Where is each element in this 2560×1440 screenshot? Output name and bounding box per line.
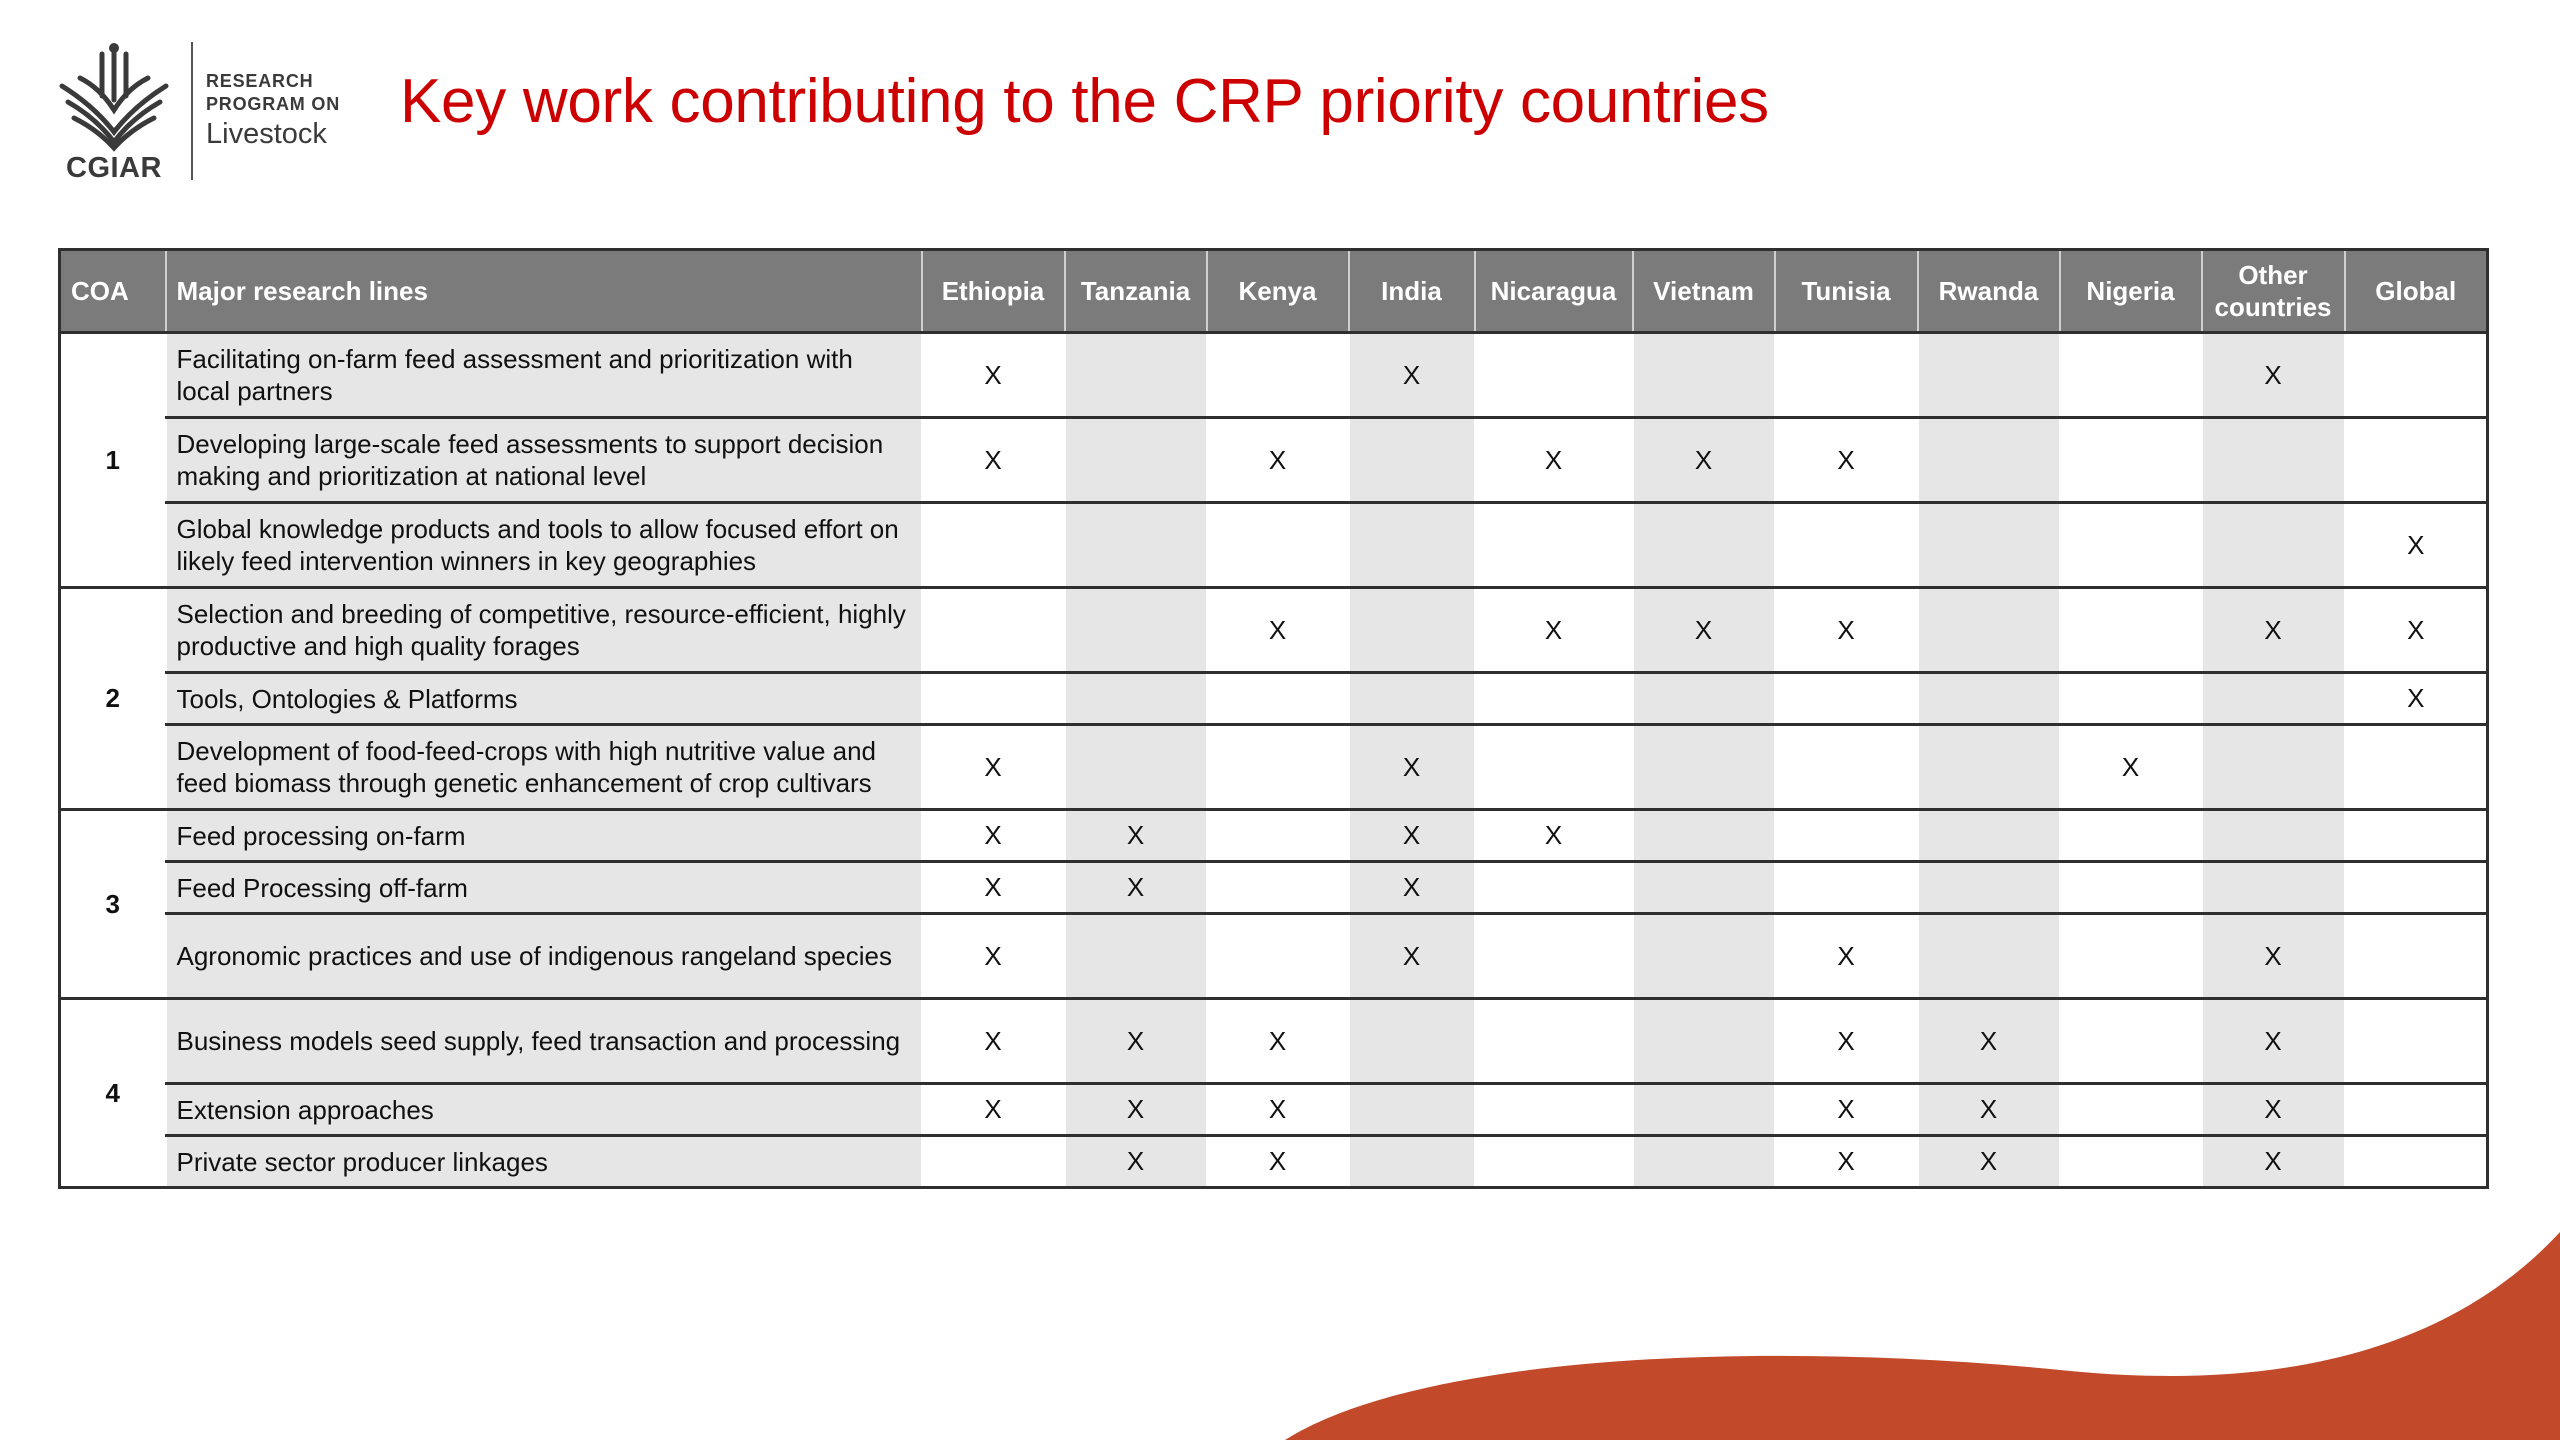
header-cell-india: India xyxy=(1349,250,1475,333)
mark-cell xyxy=(1475,999,1633,1084)
mark-cell xyxy=(2345,333,2488,418)
cgiar-wheat-emblem-icon xyxy=(54,40,174,152)
header-cell-coa: COA xyxy=(60,250,166,333)
mark-cell xyxy=(1775,810,1918,862)
mark-cell xyxy=(1775,725,1918,810)
mark-cell: X xyxy=(2202,914,2345,999)
table-row xyxy=(60,588,2488,673)
mark-cell: X xyxy=(2202,588,2345,673)
mark-cell: X xyxy=(1775,418,1918,503)
mark-cell: X xyxy=(1065,862,1207,914)
mark-cell: X xyxy=(1207,588,1349,673)
logo-program-text xyxy=(206,70,340,151)
mark-cell: X xyxy=(2060,725,2202,810)
mark-cell xyxy=(1349,673,1475,725)
mark-cell xyxy=(2345,862,2488,914)
mark-cell xyxy=(922,588,1065,673)
mark-cell: X xyxy=(922,418,1065,503)
mark-cell xyxy=(1633,503,1775,588)
mark-cell: X xyxy=(1065,810,1207,862)
mark-cell xyxy=(1475,914,1633,999)
mark-cell xyxy=(1207,333,1349,418)
mark-cell xyxy=(1475,1136,1633,1188)
mark-cell xyxy=(1918,862,2060,914)
mark-cell: X xyxy=(1349,725,1475,810)
mark-cell xyxy=(1065,503,1207,588)
mark-cell xyxy=(1918,418,2060,503)
mark-cell: X xyxy=(922,1084,1065,1136)
mark-cell xyxy=(1475,1084,1633,1136)
table-row xyxy=(60,999,2488,1084)
mark-cell: X xyxy=(1775,914,1918,999)
mark-cell: X xyxy=(1775,1136,1918,1188)
header-cell-major-research-lines: Major research lines xyxy=(166,250,922,333)
mark-cell xyxy=(1633,725,1775,810)
header-cell-nigeria: Nigeria xyxy=(2060,250,2202,333)
mark-cell: X xyxy=(1349,333,1475,418)
mark-cell: X xyxy=(1349,810,1475,862)
mark-cell: X xyxy=(922,999,1065,1084)
header-cell-rwanda: Rwanda xyxy=(1918,250,2060,333)
mark-cell xyxy=(2345,810,2488,862)
coa-number: 3 xyxy=(60,810,166,999)
coa-number: 2 xyxy=(60,588,166,810)
mark-cell xyxy=(1633,999,1775,1084)
mark-cell xyxy=(2345,725,2488,810)
mark-cell: X xyxy=(1065,1136,1207,1188)
mark-cell xyxy=(2202,725,2345,810)
logo-line-research: RESEARCH xyxy=(206,71,314,91)
mark-cell: X xyxy=(2202,333,2345,418)
mark-cell: X xyxy=(1775,588,1918,673)
mark-cell xyxy=(1207,673,1349,725)
mark-cell xyxy=(2345,1136,2488,1188)
mark-cell xyxy=(1775,503,1918,588)
mark-cell xyxy=(2202,862,2345,914)
mark-cell xyxy=(1775,673,1918,725)
table-body xyxy=(60,333,2488,1188)
mark-cell xyxy=(1633,1136,1775,1188)
mark-cell: X xyxy=(1207,418,1349,503)
mark-cell xyxy=(1065,914,1207,999)
mark-cell xyxy=(2345,914,2488,999)
mark-cell xyxy=(2060,673,2202,725)
research-line-cell: Agronomic practices and use of indigenous rangeland species xyxy=(166,914,922,999)
header-cell-other-countries: Other countries xyxy=(2202,250,2345,333)
mark-cell: X xyxy=(1065,1084,1207,1136)
mark-cell xyxy=(1633,333,1775,418)
mark-cell xyxy=(1918,588,2060,673)
mark-cell xyxy=(2060,914,2202,999)
mark-cell: X xyxy=(1207,1136,1349,1188)
research-line-cell: Feed processing on-farm xyxy=(166,810,922,862)
table-row xyxy=(60,862,2488,914)
mark-cell: X xyxy=(1633,418,1775,503)
mark-cell xyxy=(922,503,1065,588)
page-title: Key work contributing to the CRP priority countries xyxy=(400,67,1769,136)
mark-cell xyxy=(1349,1084,1475,1136)
mark-cell: X xyxy=(2345,588,2488,673)
mark-cell xyxy=(1775,862,1918,914)
mark-cell xyxy=(2060,503,2202,588)
research-line-cell: Development of food-feed-crops with high nutritive value and feed biomass through genetic enhancement of crop cultivars xyxy=(166,725,922,810)
logo-line-livestock: Livestock xyxy=(206,118,327,150)
header-cell-nicaragua: Nicaragua xyxy=(1475,250,1633,333)
mark-cell xyxy=(2345,418,2488,503)
header-cell-tanzania: Tanzania xyxy=(1065,250,1207,333)
mark-cell xyxy=(922,1136,1065,1188)
mark-cell xyxy=(1207,810,1349,862)
mark-cell xyxy=(1918,725,2060,810)
mark-cell xyxy=(2202,418,2345,503)
mark-cell: X xyxy=(1775,1084,1918,1136)
header-cell-vietnam: Vietnam xyxy=(1633,250,1775,333)
mark-cell xyxy=(2060,588,2202,673)
header-cell-ethiopia: Ethiopia xyxy=(922,250,1065,333)
mark-cell: X xyxy=(1349,862,1475,914)
header-cell-global: Global xyxy=(2345,250,2488,333)
research-line-cell: Feed Processing off-farm xyxy=(166,862,922,914)
logo-divider xyxy=(191,42,193,180)
mark-cell: X xyxy=(1918,1084,2060,1136)
mark-cell: X xyxy=(1775,999,1918,1084)
mark-cell xyxy=(2060,862,2202,914)
mark-cell xyxy=(2060,333,2202,418)
table-row xyxy=(60,1136,2488,1188)
mark-cell xyxy=(1918,673,2060,725)
mark-cell xyxy=(1918,810,2060,862)
mark-cell xyxy=(1065,725,1207,810)
mark-cell xyxy=(1207,914,1349,999)
mark-cell xyxy=(1065,673,1207,725)
mark-cell xyxy=(1475,725,1633,810)
mark-cell xyxy=(2060,1136,2202,1188)
research-line-cell: Tools, Ontologies & Platforms xyxy=(166,673,922,725)
mark-cell: X xyxy=(922,914,1065,999)
header-cell-tunisia: Tunisia xyxy=(1775,250,1918,333)
coa-number: 1 xyxy=(60,333,166,588)
logo-line-program: PROGRAM ON xyxy=(206,94,340,114)
table-row xyxy=(60,333,2488,418)
mark-cell xyxy=(1207,862,1349,914)
table-row xyxy=(60,673,2488,725)
mark-cell xyxy=(1349,418,1475,503)
mark-cell xyxy=(2202,503,2345,588)
mark-cell xyxy=(2345,1084,2488,1136)
mark-cell xyxy=(1207,503,1349,588)
research-line-cell: Private sector producer linkages xyxy=(166,1136,922,1188)
research-line-cell: Global knowledge products and tools to allow focused effort on likely feed intervention winners in key geographies xyxy=(166,503,922,588)
mark-cell xyxy=(1207,725,1349,810)
mark-cell: X xyxy=(1207,999,1349,1084)
mark-cell: X xyxy=(2345,503,2488,588)
cgiar-livestock-logo xyxy=(54,40,374,190)
mark-cell xyxy=(1633,673,1775,725)
mark-cell xyxy=(2060,418,2202,503)
mark-cell: X xyxy=(922,810,1065,862)
mark-cell xyxy=(1349,588,1475,673)
mark-cell xyxy=(1065,333,1207,418)
mark-cell: X xyxy=(1475,418,1633,503)
research-line-cell: Extension approaches xyxy=(166,1084,922,1136)
research-line-cell: Selection and breeding of competitive, resource-efficient, highly productive and high quality forages xyxy=(166,588,922,673)
research-line-cell: Developing large-scale feed assessments to support decision making and prioritization at national level xyxy=(166,418,922,503)
mark-cell xyxy=(2060,999,2202,1084)
mark-cell: X xyxy=(922,862,1065,914)
mark-cell: X xyxy=(1475,810,1633,862)
research-line-cell: Business models seed supply, feed transaction and processing xyxy=(166,999,922,1084)
table-row xyxy=(60,503,2488,588)
table-row xyxy=(60,914,2488,999)
mark-cell: X xyxy=(2202,999,2345,1084)
mark-cell: X xyxy=(1349,914,1475,999)
mark-cell xyxy=(1349,503,1475,588)
mark-cell xyxy=(1918,914,2060,999)
mark-cell xyxy=(1475,503,1633,588)
research-line-cell: Facilitating on-farm feed assessment and prioritization with local partners xyxy=(166,333,922,418)
mark-cell xyxy=(1633,1084,1775,1136)
mark-cell xyxy=(2060,1084,2202,1136)
coa-number: 4 xyxy=(60,999,166,1188)
logo-org-name: CGIAR xyxy=(66,152,162,184)
mark-cell xyxy=(1349,1136,1475,1188)
mark-cell: X xyxy=(1918,999,2060,1084)
mark-cell xyxy=(1475,333,1633,418)
mark-cell xyxy=(1065,588,1207,673)
mark-cell: X xyxy=(2345,673,2488,725)
mark-cell xyxy=(1065,418,1207,503)
table-row xyxy=(60,725,2488,810)
mark-cell: X xyxy=(2202,1136,2345,1188)
mark-cell: X xyxy=(922,333,1065,418)
mark-cell xyxy=(1633,914,1775,999)
mark-cell xyxy=(1633,862,1775,914)
mark-cell xyxy=(2345,999,2488,1084)
mark-cell: X xyxy=(1207,1084,1349,1136)
mark-cell xyxy=(1349,999,1475,1084)
mark-cell: X xyxy=(1633,588,1775,673)
mark-cell xyxy=(1775,333,1918,418)
header-cell-kenya: Kenya xyxy=(1207,250,1349,333)
mark-cell xyxy=(1918,503,2060,588)
mark-cell: X xyxy=(2202,1084,2345,1136)
table-header-row xyxy=(60,250,2488,333)
mark-cell xyxy=(1475,862,1633,914)
mark-cell xyxy=(2202,810,2345,862)
mark-cell xyxy=(1475,673,1633,725)
mark-cell: X xyxy=(1475,588,1633,673)
mark-cell xyxy=(2202,673,2345,725)
table-row xyxy=(60,1084,2488,1136)
table-row xyxy=(60,418,2488,503)
mark-cell: X xyxy=(1065,999,1207,1084)
mark-cell: X xyxy=(1918,1136,2060,1188)
table-row xyxy=(60,810,2488,862)
mark-cell: X xyxy=(922,725,1065,810)
mark-cell xyxy=(2060,810,2202,862)
research-lines-table xyxy=(58,248,2489,1189)
mark-cell xyxy=(922,673,1065,725)
mark-cell xyxy=(1633,810,1775,862)
mark-cell xyxy=(1918,333,2060,418)
